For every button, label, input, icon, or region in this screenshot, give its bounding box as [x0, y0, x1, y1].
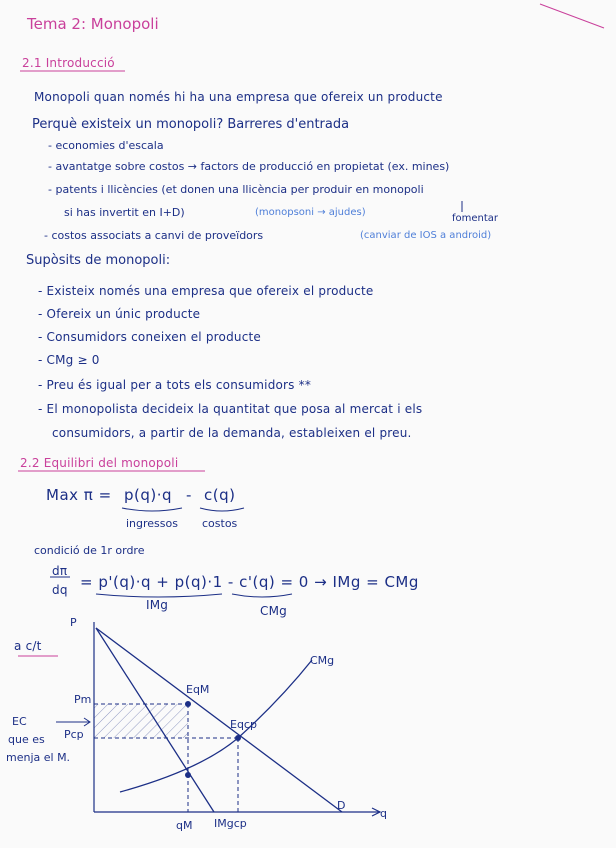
max-profit-revenue: p(q)·q	[124, 486, 173, 504]
img-brace	[96, 594, 222, 597]
barrier-item-continuation: si has invertit en I+D)	[64, 206, 185, 219]
derivative-numerator: dπ	[52, 564, 68, 578]
section-heading-equilibri: 2.2 Equilibri del monopoli	[20, 456, 179, 470]
demand-curve-label: D	[337, 799, 346, 812]
assumption-item-continuation: consumidors, a partir de la demanda, estableixen el preu.	[52, 426, 412, 440]
monopoly-definition: Monopoli quan només hi ha una empresa que ofereix un producte	[34, 90, 443, 104]
assumption-item: - Ofereix un únic producte	[38, 307, 201, 321]
price-competitive-label: Pcp	[64, 728, 84, 741]
monopoly-equilibrium-point	[185, 701, 191, 707]
competitive-equilibrium-point	[235, 735, 241, 741]
page-title: Tema 2: Monopoli	[27, 15, 159, 33]
cmg-brace	[232, 594, 292, 597]
barrier-item: - economies d'escala	[48, 139, 164, 152]
assumption-item: - Consumidors coneixen el producte	[38, 330, 261, 344]
img-cmg-intersection-point	[185, 772, 191, 778]
ec-note-line: EC	[12, 715, 27, 728]
barrier-item: - costos associats a canvi de proveïdors	[44, 229, 264, 242]
equilibrium-monopoly-label: EqM	[186, 683, 210, 696]
corner-pen-mark	[540, 4, 604, 28]
cost-label: costos	[202, 517, 238, 530]
cost-brace	[200, 508, 244, 511]
ec-note-line: menja el M.	[6, 751, 71, 764]
barrier-note-monopsony: (monopsoni → ajudes)	[255, 207, 366, 218]
price-monopoly-label: Pm	[74, 693, 92, 706]
img-label: IMg	[146, 598, 169, 612]
consumer-surplus-hatch	[94, 704, 188, 738]
max-profit-lhs: Max π =	[46, 486, 112, 504]
axis-label-q: q	[380, 807, 387, 820]
equilibrium-competitive-label: Eqcp	[230, 718, 257, 731]
revenue-label: ingressos	[126, 517, 178, 530]
barrier-item: - avantatge sobre costos → factors de producció en propietat (ex. mines)	[48, 160, 450, 173]
barrier-note-fomentar: fomentar	[452, 213, 499, 224]
revenue-brace	[122, 508, 182, 511]
assumption-item: - Existeix només una empresa que ofereix el producte	[38, 284, 374, 298]
max-profit-cost: c(q)	[204, 486, 236, 504]
first-order-condition-label: condició de 1r ordre	[34, 544, 145, 557]
derivative-denominator: dq	[52, 583, 68, 597]
barrier-item: - patents i llicències (et donen una llicència per produir en monopoli	[48, 183, 424, 196]
cmg-label: CMg	[260, 604, 287, 618]
cmg-curve-label: CMg	[310, 654, 335, 667]
assumption-item: - Preu és igual per a tots els consumidors **	[38, 378, 312, 392]
first-order-condition-equation: = p'(q)·q + p(q)·1 - c'(q) = 0 → IMg = CMg	[80, 573, 419, 591]
section-heading-introduccio: 2.1 Introducció	[22, 56, 115, 70]
quantity-competitive-label: IMgcp	[214, 817, 247, 830]
graph-note: a c/t	[14, 639, 42, 653]
barriers-question: Perquè existeix un monopoli? Barreres d'entrada	[32, 117, 350, 132]
axis-label-p: P	[70, 616, 77, 629]
ec-note-line: que es	[8, 733, 45, 746]
assumption-item: - CMg ≥ 0	[38, 353, 100, 367]
barrier-note-ios: (canviar de IOS a android)	[360, 230, 492, 241]
assumption-item: - El monopolista decideix la quantitat que posa al mercat i els	[38, 402, 423, 416]
assumptions-title: Supòsits de monopoli:	[26, 253, 171, 268]
max-profit-minus: -	[186, 486, 192, 504]
quantity-monopoly-label: qM	[176, 819, 193, 832]
